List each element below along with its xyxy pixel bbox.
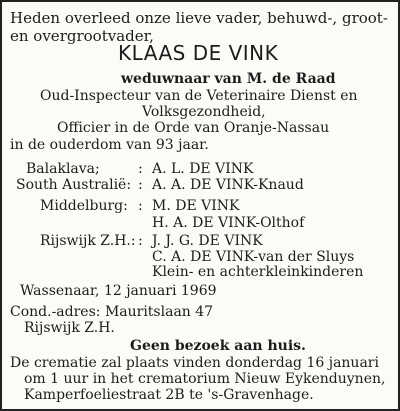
intro-line-1: Heden overleed onze lieve vader, behuwd-, groot-	[10, 9, 388, 27]
relative-person: J. J. G. DE VINK	[152, 233, 263, 249]
relative-person: M. DE VINK	[152, 198, 240, 214]
relative-place-rijswijk: Rijswijk Z.H.:	[40, 233, 136, 249]
relative-place-south-australia: South Australië:	[16, 177, 132, 193]
relative-person: C. A. DE VINK-van der Sluys	[152, 249, 355, 265]
relative-colon: :	[138, 233, 143, 249]
age-line: in de ouderdom van 93 jaar.	[10, 137, 209, 153]
cremation-line-3: Kamperfoeliestraat 2B te 's-Gravenhage.	[24, 387, 314, 403]
relative-colon: :	[138, 198, 143, 214]
former-title-line-2: Volksgezondheid,	[142, 104, 266, 120]
relative-person: A. A. DE VINK-Knaud	[152, 177, 304, 193]
relative-colon: :	[138, 161, 143, 177]
relative-person: H. A. DE VINK-Olthof	[152, 215, 305, 231]
place-and-date: Wassenaar, 12 januari 1969	[20, 283, 217, 299]
relative-colon: :	[138, 177, 143, 193]
cremation-line-1: De crematie zal plaats vinden donderdag 16 januari	[10, 355, 379, 371]
cremation-line-2: om 1 uur in het crematorium Nieuw Eykenduynen,	[24, 371, 386, 387]
correspondence-city: Rijswijk Z.H.	[24, 320, 115, 336]
widower-of: weduwnaar van M. de Raad	[121, 71, 336, 87]
relative-person: A. L. DE VINK	[152, 161, 254, 177]
correspondence-address: Cond.-adres: Mauritslaan 47	[10, 304, 214, 320]
relative-place-middelburg: Middelburg:	[40, 198, 128, 214]
intro-line-2: en overgrootvader,	[10, 27, 154, 45]
former-title-line-1: Oud-Inspecteur van de Veterinaire Dienst en	[40, 88, 358, 104]
relative-person: Klein- en achterkleinkinderen	[152, 264, 364, 280]
relative-place-balaklava: Balaklava;	[26, 161, 100, 177]
deceased-name: KLAAS DE VINK	[118, 41, 279, 65]
no-visits-notice: Geen bezoek aan huis.	[130, 338, 306, 354]
former-title-line-3: Officier in de Orde van Oranje-Nassau	[57, 120, 330, 136]
